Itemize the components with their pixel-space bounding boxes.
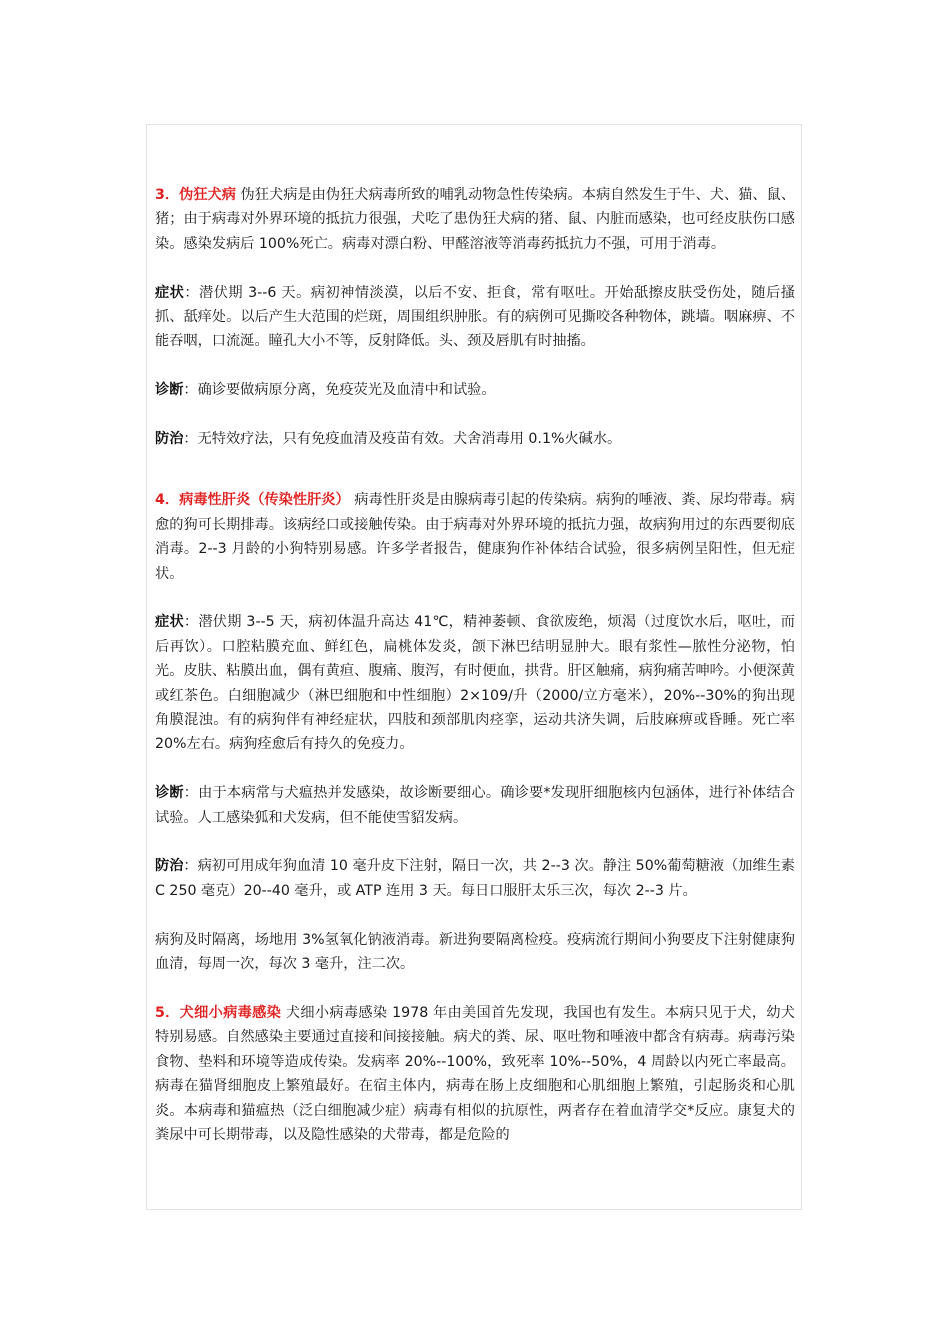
section-3-treatment xyxy=(155,427,795,451)
diagnosis-label: 诊断 xyxy=(155,785,184,802)
paragraph-text: ：无特效疗法，只有免疫血清及疫苗有效。犬舍消毒用 0.1%火碱水。 xyxy=(183,431,622,448)
paragraph-text: 犬细小病毒感染 1978 年由美国首先发现，我国也有发生。本病只见于犬，幼犬特别易感。自然感染主要通过直接和间接接触。病犬的粪、尿、呕吐物和唾液中都含有病毒。病毒污染食物、垫料和环境等造成传染。发病率 20%--100%，致死率 10%--50%，4 周龄以内死亡率最高。病毒在猫肾细胞皮上繁殖最好。在宿主体内，病毒在肠上皮细胞和心肌细胞上繁殖，引起肠炎和心肌炎。本病毒和猫瘟热（泛白细胞减少症）病毒有相似的抗原性，两者存在着血清学交*反应。康复犬的粪尿中可长期带毒，以及隐性感染的犬带毒，都是危险的 xyxy=(155,1004,795,1143)
paragraph-text: ：潜伏期 3--6 天。病初神情淡漠，以后不安、拒食，常有呕吐。开始舐擦皮肤受伤处，随后搔抓、舐痒处。以后产生大范围的烂斑，周围组织肿胀。有的病例可见撕咬各种物体，跳墙。咽麻痹、不能吞咽，口流涎。瞳孔大小不等，反射降低。头、颈及唇肌有时抽搐。 xyxy=(155,284,795,350)
diagnosis-label: 诊断 xyxy=(155,382,184,399)
section-3-diagnosis xyxy=(155,378,795,402)
paragraph-text: 病狗及时隔离，场地用 3%氢氧化钠液消毒。新进狗要隔离检疫。疫病流行期间小狗要皮下注射健康狗血清，每周一次，每次 3 毫升，注二次。 xyxy=(155,931,795,973)
section-title: 3．伪狂犬病 xyxy=(155,187,236,203)
section-3-symptoms xyxy=(155,281,795,354)
paragraph-text: ：由于本病常与犬瘟热并发感染，故诊断要细心。确诊要*发现肝细胞核内包涵体，进行补体结合试验。人工感染狐和犬发病，但不能使雪貂发病。 xyxy=(155,785,795,826)
section-4-diagnosis xyxy=(155,781,795,830)
symptom-label: 症状 xyxy=(155,614,184,631)
paragraph-text: ：病初可用成年狗血清 10 毫升皮下注射，隔日一次，共 2--3 次。静注 50%葡萄糖液（加维生素 C 250 毫克）20--40 毫升，或 ATP 连用 3 天。每日口服肝太乐三次，每次 2--3 片。 xyxy=(155,858,795,899)
section-3-intro xyxy=(155,183,795,256)
treatment-label: 防治 xyxy=(155,858,184,875)
paragraph-text: ：确诊要做病原分离，免疫荧光及血清中和试验。 xyxy=(183,382,496,399)
section-4-prevention xyxy=(155,928,795,977)
document-body xyxy=(155,183,795,1172)
section-4-treatment xyxy=(155,854,795,903)
paragraph-text: ：潜伏期 3--5 天，病初体温升高达 41℃，精神萎顿、食欲废绝，烦渴（过度饮水后，呕吐，而后再饮）。口腔粘膜充血、鲜红色，扁桃体发炎，颌下淋巴结明显肿大。眼有浆性—脓性分泌物，怕光。皮肤、粘膜出血，偶有黄疸、腹痛、腹泻，有时便血，拱背。肝区触痛，病狗痛苦呻吟。小便深黄或红茶色。白细胞减少（淋巴细胞和中性细胞）2×109/升（2000/立方毫米），20%--30%的狗出现角膜混浊。有的病狗伴有神经症状，四肢和颈部肌肉痉挛，运动共济失调，后肢麻痹或昏睡。死亡率 20%左右。病狗痊愈后有持久的免疫力。 xyxy=(155,614,795,753)
document-page xyxy=(146,124,802,1210)
section-4-intro xyxy=(155,488,795,586)
paragraph-text: 病毒性肝炎是由腺病毒引起的传染病。病狗的唾液、粪、尿均带毒。病愈的狗可长期排毒。该病经口或接触传染。由于病毒对外界环境的抵抗力强，故病狗用过的东西要彻底消毒。2--3 月龄的小狗特别易感。许多学者报告，健康狗作补体结合试验，很多病例呈阳性，但无症状。 xyxy=(155,492,795,582)
treatment-label: 防治 xyxy=(155,431,184,448)
paragraph-text: 伪狂犬病是由伪狂犬病毒所致的哺乳动物急性传染病。本病自然发生于牛、犬、猫、鼠、猪；由于病毒对外界环境的抵抗力很强，犬吃了患伪狂犬病的猪、鼠、内脏而感染，也可经皮肤伤口感染。感染发病后 100%死亡。病毒对漂白粉、甲醛溶液等消毒药抵抗力不强，可用于消毒。 xyxy=(155,187,796,252)
section-5-intro xyxy=(155,1001,795,1147)
symptom-label: 症状 xyxy=(155,284,185,301)
section-title: 4．病毒性肝炎（传染性肝炎） xyxy=(155,492,350,509)
section-title: 5．犬细小病毒感染 xyxy=(155,1004,282,1021)
section-4-symptoms xyxy=(155,610,795,756)
